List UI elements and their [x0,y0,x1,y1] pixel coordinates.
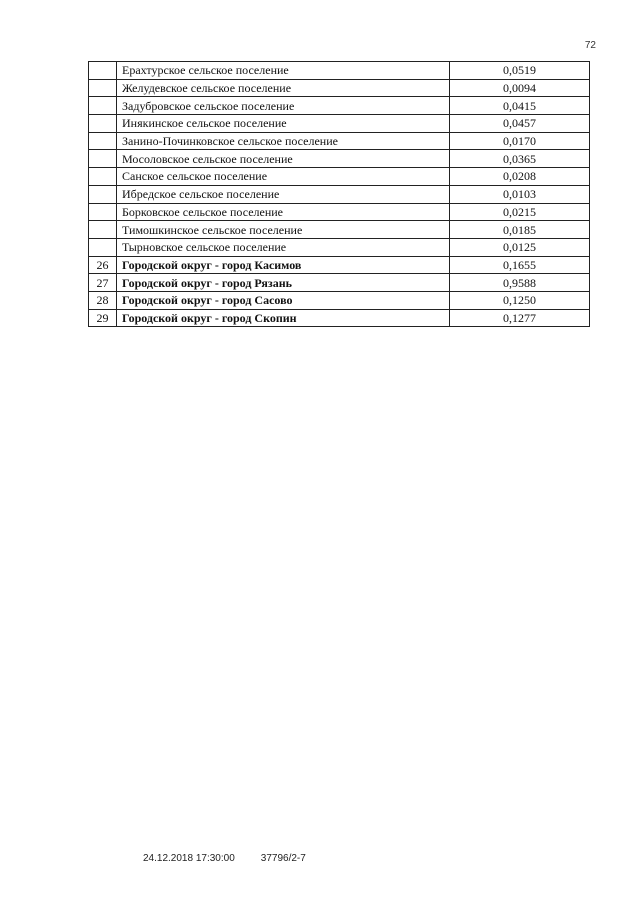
coefficient-value: 0,0457 [450,115,590,133]
municipality-name: Ерахтурское сельское поселение [117,62,450,80]
municipality-name: Борковское сельское поселение [117,203,450,221]
coefficient-value: 0,1655 [450,256,590,274]
footer-timestamp: 24.12.2018 17:30:00 [143,853,235,864]
table-row [89,238,590,256]
row-number: 27 [89,274,117,292]
table-row [89,79,590,97]
table-row [89,274,590,292]
municipality-name: Ибредское сельское поселение [117,185,450,203]
coefficient-value: 0,0103 [450,185,590,203]
table-row [89,97,590,115]
table-row [89,115,590,133]
row-number [89,132,117,150]
table-row [89,256,590,274]
municipality-name: Мосоловское сельское поселение [117,150,450,168]
row-number [89,79,117,97]
table-row [89,291,590,309]
municipality-name: Желудевское сельское поселение [117,79,450,97]
row-number [89,185,117,203]
coefficient-value: 0,0185 [450,221,590,239]
allocation-table [88,61,590,327]
municipality-name: Городской округ - город Скопин [117,309,450,327]
coefficient-value: 0,0519 [450,62,590,80]
municipality-name: Задубровское сельское поселение [117,97,450,115]
municipality-name: Тырновское сельское поселение [117,238,450,256]
table-row [89,132,590,150]
table-row [89,203,590,221]
table-row [89,168,590,186]
row-number: 28 [89,291,117,309]
municipality-name: Городской округ - город Сасово [117,291,450,309]
table-row [89,185,590,203]
row-number [89,150,117,168]
municipality-name: Инякинское сельское поселение [117,115,450,133]
coefficient-value: 0,0215 [450,203,590,221]
table-body [89,62,590,327]
municipality-name: Городской округ - город Рязань [117,274,450,292]
footer-doc-id: 37796/2-7 [260,853,306,864]
row-number [89,203,117,221]
municipality-name: Городской округ - город Касимов [117,256,450,274]
coefficient-value: 0,0094 [450,79,590,97]
page-number: 72 [584,40,596,51]
municipality-name: Санское сельское поселение [117,168,450,186]
table-row [89,221,590,239]
row-number [89,62,117,80]
coefficient-value: 0,1250 [450,291,590,309]
row-number [89,221,117,239]
row-number [89,97,117,115]
coefficient-value: 0,1277 [450,309,590,327]
table-row [89,309,590,327]
footer [143,853,306,864]
table-row [89,150,590,168]
coefficient-value: 0,0125 [450,238,590,256]
municipality-name: Занино-Починковское сельское поселение [117,132,450,150]
row-number: 26 [89,256,117,274]
table-row [89,62,590,80]
coefficient-value: 0,0170 [450,132,590,150]
row-number [89,115,117,133]
row-number [89,168,117,186]
coefficient-value: 0,0415 [450,97,590,115]
municipality-name: Тимошкинское сельское поселение [117,221,450,239]
coefficient-value: 0,9588 [450,274,590,292]
row-number [89,238,117,256]
row-number: 29 [89,309,117,327]
coefficient-value: 0,0208 [450,168,590,186]
coefficient-value: 0,0365 [450,150,590,168]
